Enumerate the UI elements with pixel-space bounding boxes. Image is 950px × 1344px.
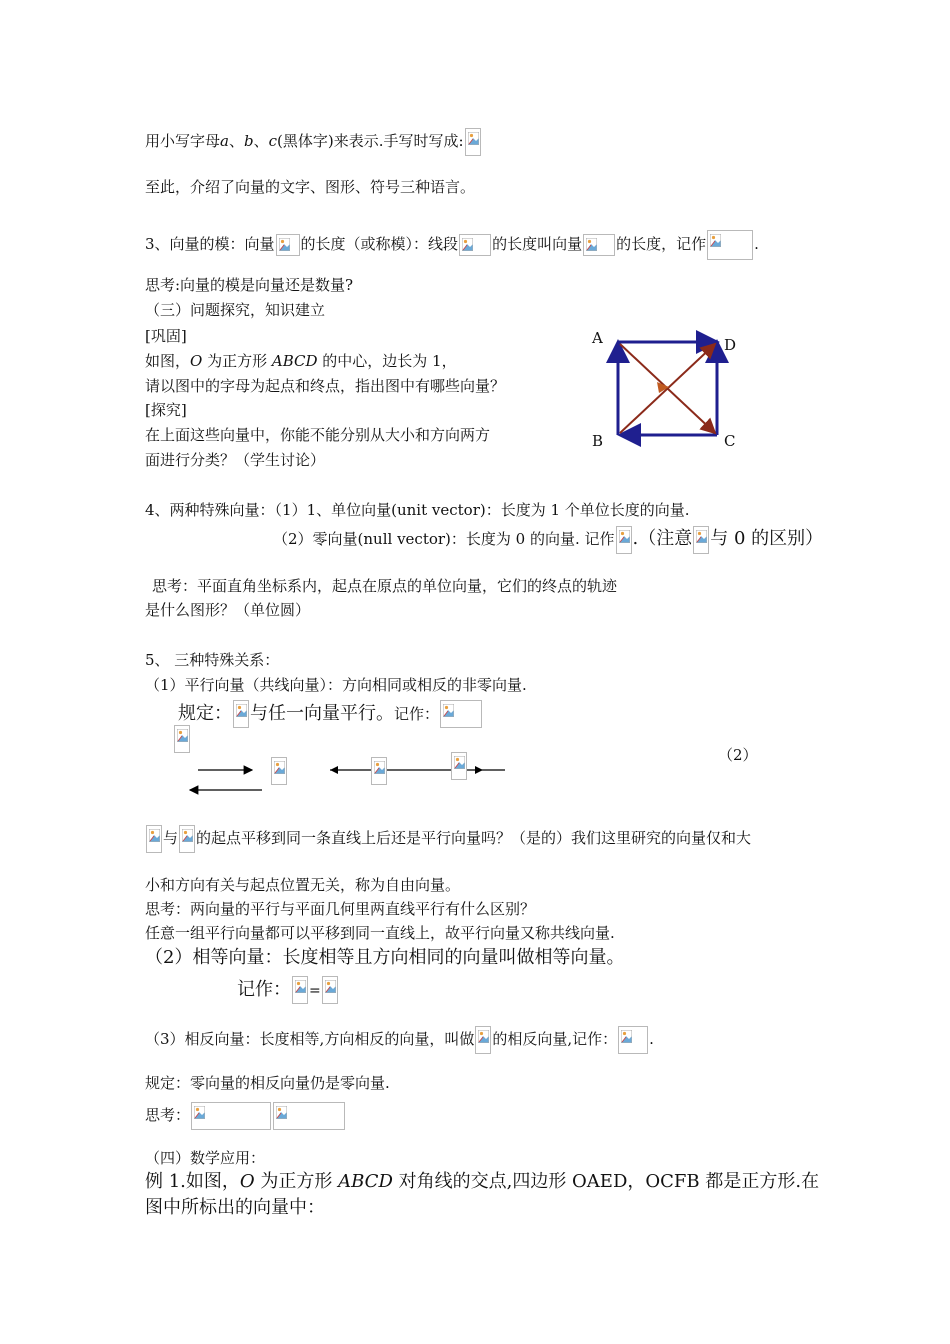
text-line [145, 230, 759, 260]
text: 为正方形 [254, 1171, 339, 1192]
text-line [145, 1026, 654, 1054]
text-line: 请以图中的字母为起点和终点，指出图中有哪些向量？ [145, 377, 506, 395]
text: 的长度（或称模）：线段 [300, 235, 459, 253]
image-placeholder-icon [451, 752, 467, 780]
square-diagram [585, 325, 745, 455]
text: 用小写字母 [145, 132, 221, 150]
image-placeholder-icon [618, 1026, 648, 1054]
image-placeholder-icon [273, 1102, 345, 1130]
text-line: 思考：两向量的平行与平面几何里两直线平行有什么区别？ [145, 900, 536, 918]
text-line: （2）相等向量：长度相等且方向相同的向量叫做相等向量。 [145, 947, 625, 968]
text: 如图， [145, 352, 191, 370]
italic-o: O [190, 352, 203, 370]
text-line [145, 351, 457, 371]
text-line [145, 1170, 819, 1194]
image-placeholder-icon [371, 757, 387, 785]
text: 例 1.如图， [145, 1171, 240, 1192]
text-line: （四）数学应用： [145, 1149, 266, 1167]
text-line: 至此，介绍了向量的文字、图形、符号三种语言。 [145, 178, 476, 196]
text: 记作： [394, 705, 440, 723]
text: 、 [228, 132, 244, 150]
text-line [145, 1102, 346, 1130]
image-placeholder-icon [233, 700, 249, 728]
text-line [145, 128, 482, 156]
label-d: D [724, 336, 737, 354]
text: 的长度叫向量 [492, 235, 583, 253]
image-placeholder-icon [693, 526, 709, 554]
text: 规定： [178, 703, 232, 724]
text-line [237, 976, 339, 1004]
text: . [754, 235, 759, 253]
text-line: [探究] [145, 401, 187, 419]
image-placeholder-icon [459, 234, 491, 256]
image-placeholder-icon [191, 1102, 271, 1130]
text-line: （三）问题探究，知识建立 [145, 301, 326, 319]
image-placeholder-icon [271, 757, 287, 785]
text: = [309, 983, 321, 999]
arrow-head-left [330, 766, 338, 774]
text: 的长度，记作 [616, 235, 707, 253]
image-placeholder-icon [440, 700, 482, 728]
image-placeholder-icon [146, 825, 162, 853]
image-placeholder-icon [475, 1026, 491, 1054]
text-line [178, 700, 483, 728]
image-placeholder-icon [616, 526, 632, 554]
image-placeholder-icon [292, 976, 308, 1004]
text: 记作： [237, 979, 291, 1000]
text-line: 小和方向有关与起点位置无关，称为自由向量。 [145, 876, 461, 894]
text: 的中心，边长为 1， [317, 352, 457, 370]
image-placeholder-icon [322, 976, 338, 1004]
label-b: B [592, 432, 604, 450]
text: . [649, 1030, 654, 1048]
image-placeholder-icon [707, 230, 753, 260]
text-line: 思考：平面直角坐标系内，起点在原点的单位向量，它们的终点的轨迹 [152, 577, 618, 595]
text-line: 规定：零向量的相反向量仍是零向量. [145, 1074, 390, 1092]
parallel-vectors-figure [180, 750, 520, 800]
text-line: 面进行分类？（学生讨论） [145, 451, 326, 469]
text: 与 0 的区别） [710, 528, 824, 549]
text: 为正方形 [202, 352, 272, 370]
italic-o: O [239, 1171, 255, 1192]
image-placeholder-icon [179, 825, 195, 853]
image-placeholder-icon [583, 234, 615, 256]
text: 与 [163, 829, 179, 847]
text-line: 在上面这些向量中，你能不能分别从大小和方向两方 [145, 426, 491, 444]
label-a: A [592, 329, 603, 347]
text-line: （2） [718, 746, 758, 764]
text-line: 4、两种特殊向量：（1）1、单位向量(unit vector)：长度为 1 个单位长度的向量. [145, 501, 690, 519]
italic-b: b [243, 132, 254, 150]
text: .（注意 [632, 528, 693, 549]
text-line [273, 526, 823, 554]
text-line: 思考:向量的模是向量还是数量? [145, 276, 354, 294]
text: 对角线的交点,四边形 OAED，OCFB 都是正方形.在 [392, 1171, 820, 1192]
arrow-head-right [475, 766, 483, 774]
text-line: 图中所标出的向量中： [145, 1197, 325, 1218]
text-line [145, 825, 751, 853]
text: 的起点平移到同一条直线上后还是平行向量吗？（是的）我们这里研究的向量仅和大 [196, 829, 752, 847]
text: 3、向量的模：向量 [145, 235, 275, 253]
text: 与任一向量平行。 [250, 703, 394, 724]
text: （2）零向量(null vector)：长度为 0 的向量. 记作 [273, 530, 615, 548]
italic-abcd: ABCD [271, 352, 318, 370]
text-line: （1）平行向量（共线向量）：方向相同或相反的非零向量. [145, 676, 527, 694]
image-placeholder-icon [465, 128, 481, 156]
text: 、 [253, 132, 269, 150]
text-line: 是什么图形？（单位圆） [145, 601, 311, 619]
image-placeholder-icon [276, 234, 300, 256]
text-line: 任意一组平行向量都可以平移到同一直线上，故平行向量又称共线向量. [145, 924, 615, 942]
text: 的相反向量,记作： [492, 1030, 618, 1048]
text: (黑体字)来表示.手写时写成: [277, 132, 464, 150]
image-placeholder-icon [174, 725, 190, 753]
label-c: C [724, 432, 736, 450]
text-line: [巩固] [145, 327, 187, 345]
text: （3）相反向量：长度相等,方向相反的向量，叫做 [145, 1030, 475, 1048]
italic-c: c [268, 132, 278, 150]
text-line: 5、 三种特殊关系： [145, 651, 280, 669]
text: 思考： [145, 1106, 191, 1124]
italic-a: a [220, 132, 229, 150]
italic-abcd: ABCD [338, 1171, 393, 1192]
